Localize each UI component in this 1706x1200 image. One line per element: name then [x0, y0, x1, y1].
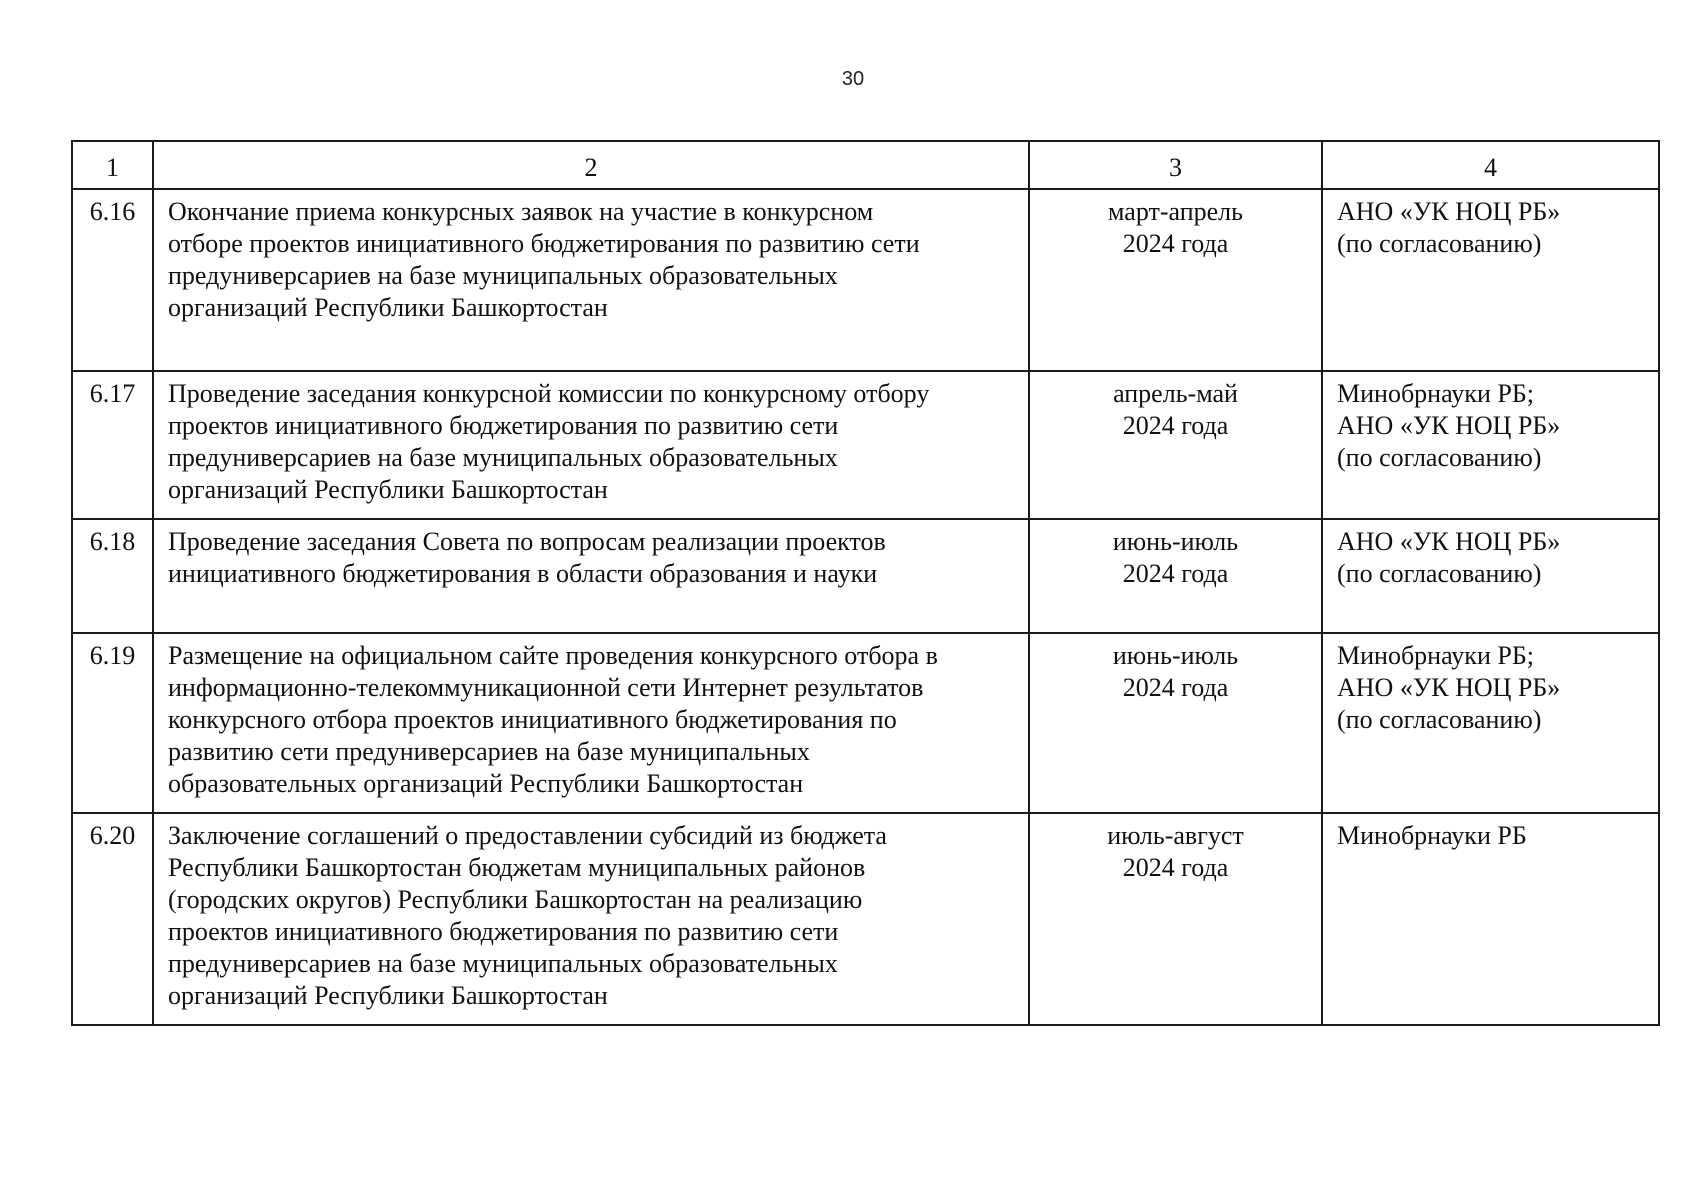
row-term — [1029, 813, 1322, 1025]
row-responsible — [1322, 633, 1659, 813]
row-term — [1029, 633, 1322, 813]
term-line: июнь-июль — [1112, 527, 1239, 556]
description-line: конкурсного отбора проектов инициативного бюджетирования по — [168, 705, 897, 734]
term-line: 2024 года — [1122, 559, 1229, 588]
column-header-2: 2 — [153, 141, 1029, 189]
description-line: организаций Республики Башкортостан — [168, 293, 608, 322]
description-line: организаций Республики Башкортостан — [168, 981, 608, 1010]
row-responsible — [1322, 519, 1659, 633]
row-term — [1029, 371, 1322, 519]
table-row — [72, 371, 1659, 519]
responsible-line: АНО «УК НОЦ РБ» — [1337, 673, 1561, 702]
column-header-4: 4 — [1322, 141, 1659, 189]
table-row — [72, 189, 1659, 371]
responsible-line: Минобрнауки РБ — [1337, 821, 1527, 850]
term-line: июль-август — [1107, 821, 1244, 850]
row-description — [153, 633, 1029, 813]
term-line: апрель-май — [1113, 379, 1238, 408]
row-description — [153, 189, 1029, 371]
row-number: 6.17 — [72, 371, 153, 519]
responsible-line: (по согласованию) — [1337, 705, 1542, 734]
column-header-1: 1 — [72, 141, 153, 189]
table-row — [72, 633, 1659, 813]
term-line: июнь-июль — [1112, 641, 1239, 670]
row-responsible — [1322, 189, 1659, 371]
description-line: (городских округов) Республики Башкортостан на реализацию — [168, 885, 863, 914]
description-line: образовательных организаций Республики Башкортостан — [168, 769, 804, 798]
responsible-line: АНО «УК НОЦ РБ» — [1337, 527, 1561, 556]
page-number: 30 — [841, 68, 865, 90]
description-line: Проведение заседания Совета по вопросам реализации проектов — [168, 527, 886, 556]
plan-table — [71, 140, 1660, 1026]
row-description — [153, 813, 1029, 1025]
term-line: март-апрель — [1108, 197, 1243, 226]
description-line: информационно-телекоммуникационной сети Интернет результатов — [168, 673, 924, 702]
description-line: Проведение заседания конкурсной комиссии по конкурсному отбору — [168, 379, 930, 408]
term-line: 2024 года — [1122, 229, 1229, 258]
term-line: 2024 года — [1122, 853, 1229, 882]
description-line: организаций Республики Башкортостан — [168, 475, 608, 504]
description-line: проектов инициативного бюджетирования по развитию сети — [168, 411, 839, 440]
description-line: предуниверсариев на базе муниципальных образовательных — [168, 261, 838, 290]
header-row — [72, 141, 1659, 189]
responsible-line: (по согласованию) — [1337, 229, 1542, 258]
description-line: Республики Башкортостан бюджетам муниципальных районов — [168, 853, 866, 882]
responsible-line: Минобрнауки РБ; — [1337, 379, 1534, 408]
row-responsible — [1322, 371, 1659, 519]
term-line: 2024 года — [1122, 673, 1229, 702]
responsible-line: Минобрнауки РБ; — [1337, 641, 1534, 670]
responsible-line: (по согласованию) — [1337, 443, 1542, 472]
table-row — [72, 813, 1659, 1025]
table-row — [72, 519, 1659, 633]
description-line: Окончание приема конкурсных заявок на участие в конкурсном — [168, 197, 874, 226]
row-number: 6.18 — [72, 519, 153, 633]
description-line: отборе проектов инициативного бюджетирования по развитию сети — [168, 229, 920, 258]
term-line: 2024 года — [1122, 411, 1229, 440]
description-line: развитию сети предуниверсариев на базе муниципальных — [168, 737, 810, 766]
row-term — [1029, 189, 1322, 371]
row-number: 6.19 — [72, 633, 153, 813]
description-line: предуниверсариев на базе муниципальных образовательных — [168, 443, 838, 472]
description-line: проектов инициативного бюджетирования по развитию сети — [168, 917, 839, 946]
row-number: 6.16 — [72, 189, 153, 371]
row-description — [153, 371, 1029, 519]
row-number: 6.20 — [72, 813, 153, 1025]
row-description — [153, 519, 1029, 633]
description-line: Размещение на официальном сайте проведения конкурсного отбора в — [168, 641, 938, 670]
responsible-line: АНО «УК НОЦ РБ» — [1337, 197, 1561, 226]
column-header-3: 3 — [1029, 141, 1322, 189]
row-responsible — [1322, 813, 1659, 1025]
responsible-line: АНО «УК НОЦ РБ» — [1337, 411, 1561, 440]
description-line: Заключение соглашений о предоставлении субсидий из бюджета — [168, 821, 887, 850]
description-line: инициативного бюджетирования в области образования и науки — [168, 559, 878, 588]
description-line: предуниверсариев на базе муниципальных образовательных — [168, 949, 838, 978]
row-term — [1029, 519, 1322, 633]
responsible-line: (по согласованию) — [1337, 559, 1542, 588]
